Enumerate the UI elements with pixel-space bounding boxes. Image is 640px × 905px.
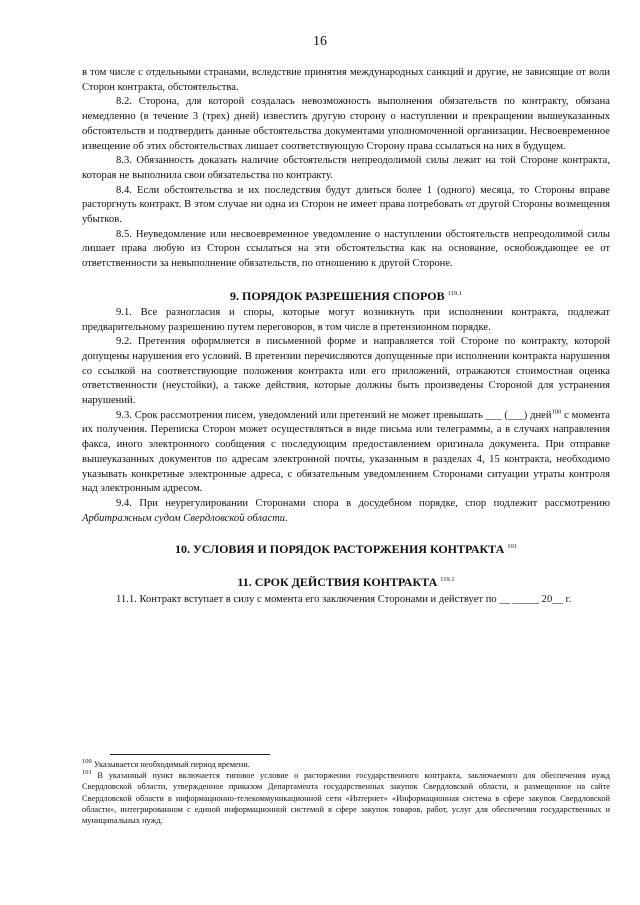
section-11-footnote-ref: 119.1: [440, 576, 455, 584]
section-10-heading: [82, 542, 610, 557]
footnote-divider: [110, 754, 270, 755]
paragraph-8-3: 8.3. Обязанность доказать наличие обстоятельств непреодолимой силы лежит на той Стороне контракта, которая не выполнила свои обязательства по контракту.: [82, 155, 610, 181]
section-9-heading: [82, 289, 610, 304]
footnote-100: [82, 759, 610, 770]
paragraph-9-3-part-a: 9.3. Срок рассмотрения писем, уведомлений или претензий не может превышать ___ (___) дней: [116, 409, 552, 421]
page-number: 16: [313, 34, 327, 49]
paragraph-9-4-part-a: 9.4. При неурегулировании Сторонами спора в досудебном порядке, спор подлежит рассмотрению: [116, 497, 610, 509]
paragraph-9-4-court: Арбитражным судом Свердловской области.: [82, 512, 288, 524]
section-10-footnote-ref: 101: [507, 543, 518, 551]
section-11-heading: [82, 575, 610, 590]
paragraph-8-2: 8.2. Сторона, для которой создалась невозможность выполнения обязательств по контракту, обязана немедленно (в течение 3 (трех) дней) известить другую сторону о наступлении и прекращении вышеуказанных обстоятельств и подтвердить данные обстоятельства документами уполномоченной организации. Несвоевременное извещение об этих обстоятельствах лишает соответствующую Сторону права ссылаться на них в будущем.: [82, 96, 610, 152]
section-9-footnote-ref: 119.1: [447, 289, 463, 297]
paragraph-8-5: 8.5. Неуведомление или несвоевременное уведомление о наступлении обстоятельств непреодолимой силы лишает права любую из Сторон ссылаться на эти обстоятельства как на основание, освобождающее ее от ответственности за невыполнение обязательств, по отношению к другой Стороне.: [82, 228, 610, 270]
footnote-100-number: 100: [82, 758, 92, 766]
paragraph-8-4: 8.4. Если обстоятельства и их последствия будут длиться более 1 (одного) месяца, то Стороны вправе расторгнуть контракт. В этом случае ни одна из Сторон не имеет права потребовать от другой Стороны возмещения убытков.: [82, 184, 610, 226]
paragraph-9-3: [82, 409, 610, 497]
footnote-100-text: Указывается необходимый период времени.: [91, 760, 250, 769]
footnote-101-number: 101: [82, 769, 92, 777]
section-10-title: 10. УСЛОВИЯ И ПОРЯДОК РАСТОРЖЕНИЯ КОНТРАКТА: [174, 542, 505, 557]
section-9-title: 9. ПОРЯДОК РАЗРЕШЕНИЯ СПОРОВ: [229, 288, 445, 303]
section-11-title: 11. СРОК ДЕЙСТВИЯ КОНТРАКТА: [237, 575, 438, 590]
paragraph-9-3-part-b: с момента их получения. Переписка Сторон может осуществляться в виде письма или телеграммы, а в случаях направления факса, иного электронного сообщения с последующим предоставлением оригинала документа. При отправке вышеуказанных документов по адресам электронной почты, указанным в разделах 4, 15 контракта, необходимо указывать конкретные электронные адреса, с обязательным уведомлением Сторонами ситуации утраты контроля над электронным адресом.: [82, 409, 610, 495]
footnotes: [82, 759, 610, 826]
footnote-101-text: В указанный пункт включается типовое условие о расторжении государственного контракта, заключаемого для обеспечения нужд Свердловской области, утвержденное приказом Департамента государственных закупок Свердловской области, и размещенное на сайте Свердловской области в информационно-телекоммуникационной сети «Интернет» «Информационная система в сфере закупок Свердловской области», интегрированном с единой информационной системой в сфере закупок товаров, работ, услуг для обеспечения государственных и муниципальных нужд.: [82, 771, 610, 826]
footnote-ref-100: 100: [551, 408, 562, 416]
paragraph-11-1: 11.1. Контракт вступает в силу с момента его заключения Сторонами и действует по __ _____ 20__ г.: [116, 594, 572, 606]
document-body: [82, 66, 610, 608]
paragraph-continuation: в том числе с отдельными странами, вследствие принятия международных санкций и другие, не зависящие от воли Сторон контракта, обстоятельства.: [82, 67, 610, 93]
paragraph-9-2: 9.2. Претензия оформляется в письменной форме и направляется той Стороне по контракту, которой допущены нарушения его условий. В претензии перечисляются допущенные при исполнении контракта нарушения со ссылкой на соответствующие положения контракта или его приложений, отражаются стоимостная оценка ответственности (неустойки), а также действия, которые должны быть произведены Стороной для устранения нарушений.: [82, 336, 610, 407]
paragraph-9-4: [82, 497, 610, 526]
footnote-101: [82, 770, 610, 826]
paragraph-9-1: 9.1. Все разногласия и споры, которые могут возникнуть при исполнении контракта, подлежат предварительному разрешению путем переговоров, в том числе в претензионном порядке.: [82, 306, 610, 333]
